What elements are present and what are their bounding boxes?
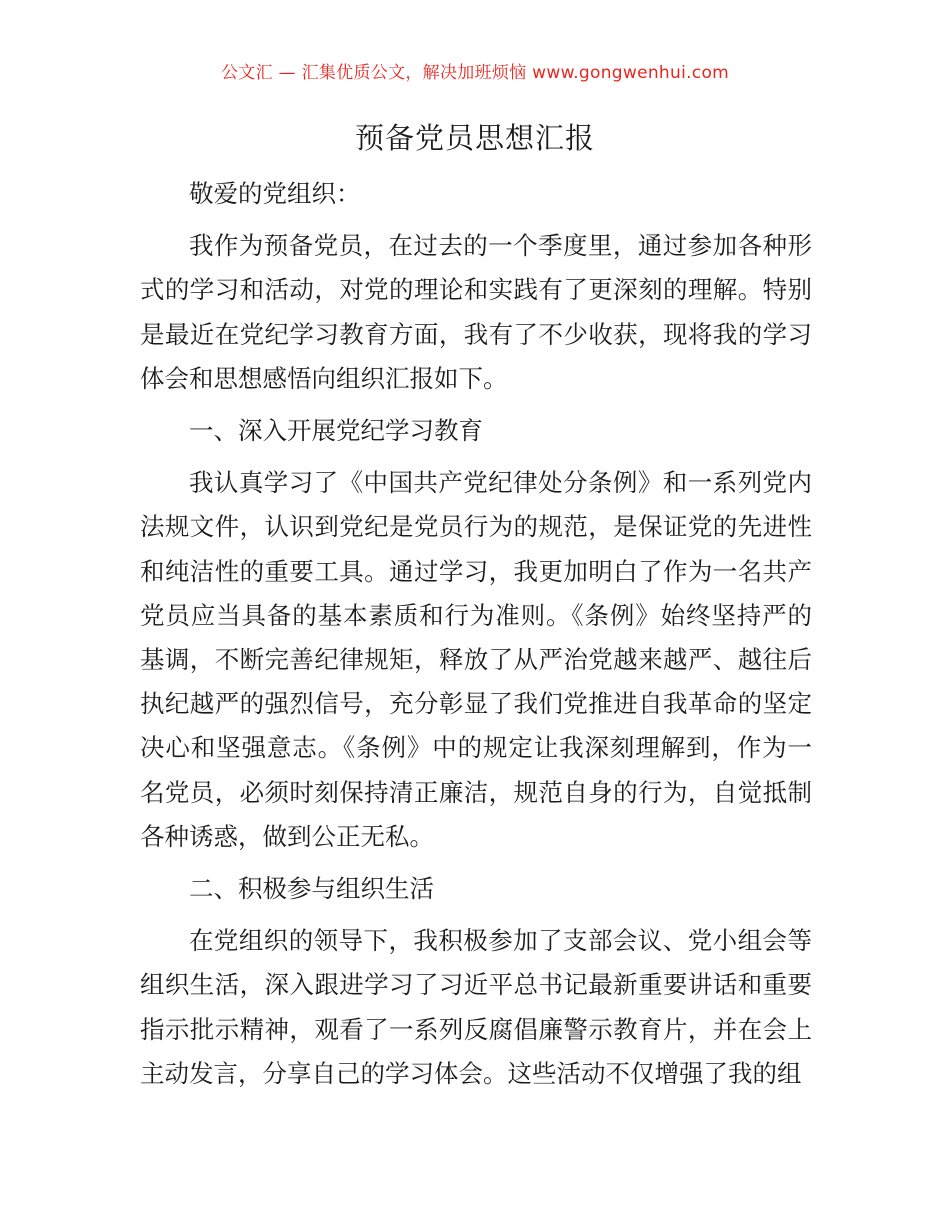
section-heading-1: 一、深入开展党纪学习教育 [189, 416, 483, 446]
section-heading-2: 二、积极参与组织生活 [189, 874, 434, 904]
document-title: 预备党员思想汇报 [354, 121, 595, 155]
intro-paragraph: 我作为预备党员，在过去的一个季度里，通过参加各种形式的学习和活动，对党的理论和实践有了更深刻的理解。特别是最近在党纪学习教育方面，我有了不少收获，现将我的学习体会和思想感悟向组织汇报如下。 [140, 231, 812, 393]
salutation: 敬爱的党组织： [189, 179, 361, 208]
site-banner: 公文汇 — 汇集优质公文，解决加班烦恼 www.gongwenhui.com [220, 63, 730, 83]
document-body [140, 172, 812, 1096]
section-paragraph-2: 在党组织的领导下，我积极参加了支部会议、党小组会等组织生活，深入跟进学习了习近平总书记最新重要讲话和重要指示批示精神，观看了一系列反腐倡廉警示教育片，并在会上主动发言，分享自己的学习体会。这些活动不仅增强了我的组 [140, 926, 812, 1088]
section-paragraph-1: 我认真学习了《中国共产党纪律处分条例》和一系列党内法规文件，认识到党纪是党员行为的规范，是保证党的先进性和纯洁性的重要工具。通过学习，我更加明白了作为一名共产党员应当具备的基本素质和行为准则。《条例》始终坚持严的基调，不断完善纪律规矩，释放了从严治党越来越严、越往后执纪越严的强烈信号，充分彰显了我们党推进自我革命的坚定决心和坚强意志。《条例》中的规定让我深刻理解到，作为一名党员，必须时刻保持清正廉洁，规范自身的行为，自觉抵制各种诱惑，做到公正无私。 [140, 468, 812, 851]
